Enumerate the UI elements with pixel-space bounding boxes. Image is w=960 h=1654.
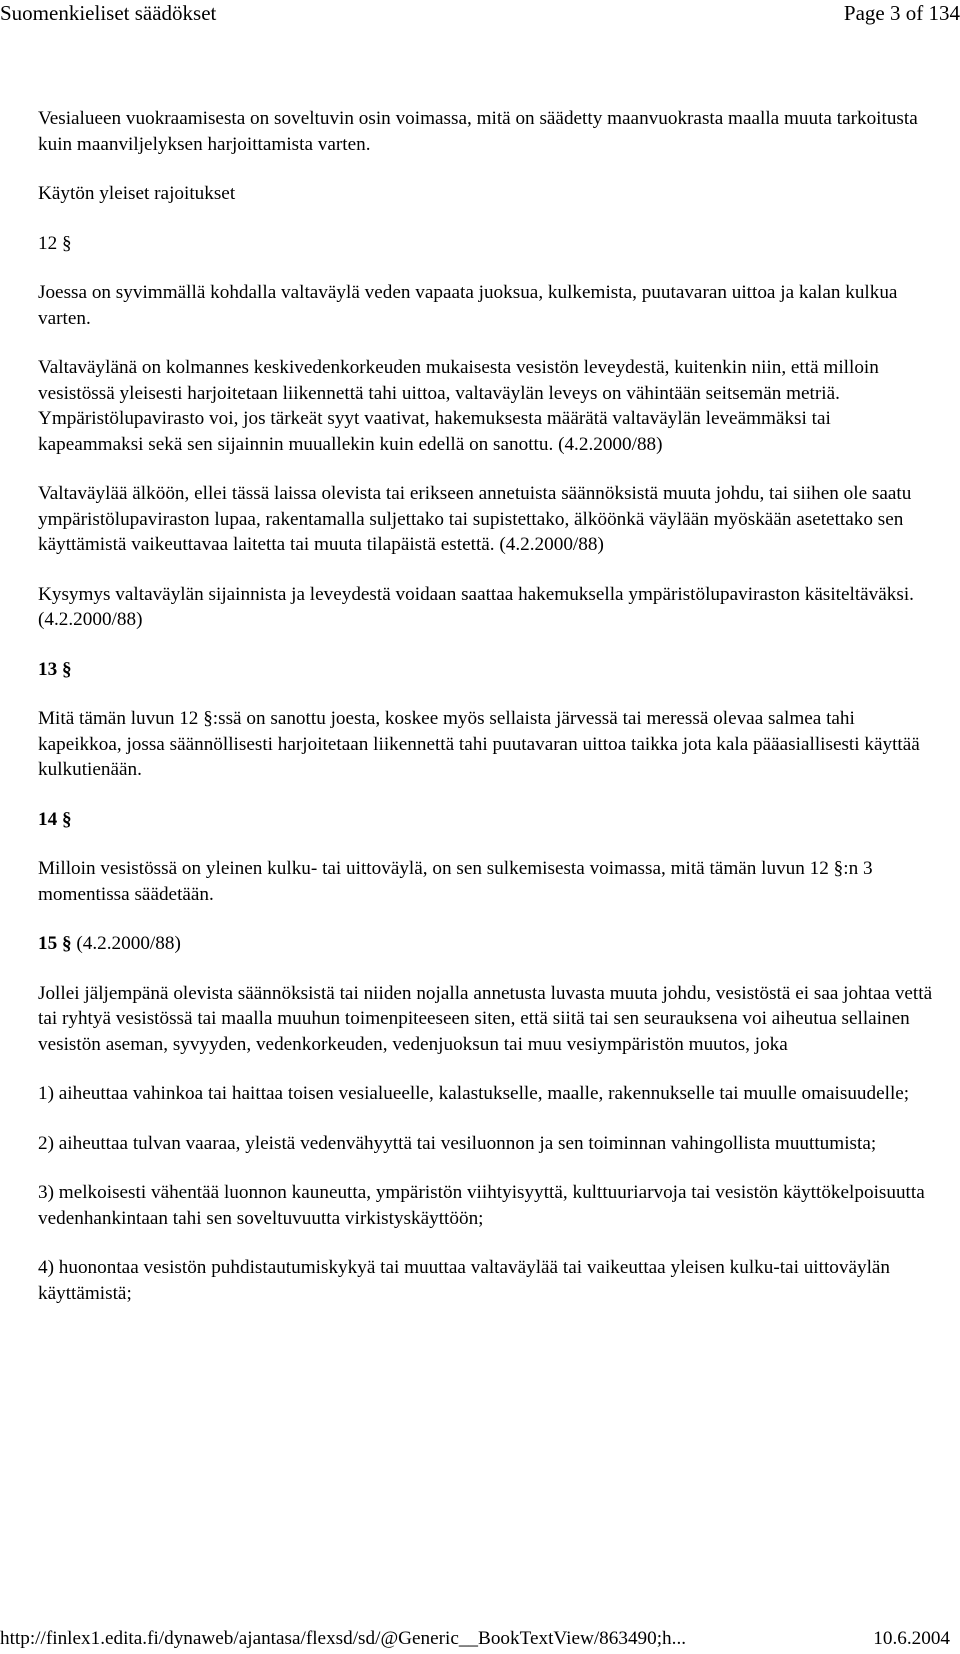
- paragraph-channel-width: Valtaväylänä on kolmannes keskivedenkorkeuden mukaisesta vesistön leveydestä, kuitenkin niin, että milloin vesistössä yleisesti harjoitetaan liikennettä tahi uittoa, valtaväylän leveys on vähintään seitsemän metriä. Ympäristölupavirasto voi, jos tärkeät syyt vaativat, hakemuksesta määrätä valtaväylän leveämmäksi tai kapeammaksi sekä sen sijainnin muuallekin kuin edellä on sanottu. (4.2.2000/88): [38, 357, 879, 455]
- list-item-3: 3) melkoisesti vähentää luonnon kauneutta, ympäristön viihtyisyyttä, kulttuuriarvoja tai vesistön käyttökelpoisuutta vedenhankintaan tahi sen soveltuvuutta virkistyskäyttöön;: [38, 1182, 925, 1229]
- paragraph-main-channel: Joessa on syvimmällä kohdalla valtaväylä veden vapaata juoksua, kulkemista, puutavaran uittoa ja kalan kulkua varten.: [38, 282, 898, 329]
- page-header: [0, 0, 960, 30]
- source-url: http://finlex1.edita.fi/dynaweb/ajantasa/flexsd/sd/@Generic__BookTextView/863490;h...: [0, 1628, 687, 1649]
- page-footer: [0, 1625, 960, 1653]
- section-12-heading: 12 §: [38, 232, 72, 254]
- paragraph-lease: Vesialueen vuokraamisesta on soveltuvin osin voimassa, mitä on säädetty maanvuokrasta maalla muuta tarkoitusta kuin maanviljelyksen harjoittamista varten.: [38, 108, 918, 155]
- paragraph-water-change: Jollei jäljempänä olevista säännöksistä tai niiden nojalla annetusta luvasta muuta johdu, vesistöstä ei saa johtaa vettä tai ryhtyä vesistössä tai maalla muuhun toimenpiteeseen siten, että siitä tai sen seurauksena voi aiheutua sellainen vesistön aseman, syvyyden, vedenkorkeuden, vedenjuoksun tai muu vesiympäristön muutos, joka: [38, 982, 933, 1055]
- list-item-2: 2) aiheuttaa tulvan vaaraa, yleistä vedenvähyyttä tai vesiluonnon ja sen toiminnan vahingollista muuttumista;: [38, 1132, 877, 1154]
- section-15-reference: (4.2.2000/88): [71, 933, 181, 954]
- list-item-4: 4) huonontaa vesistön puhdistautumiskykyä tai muuttaa valtaväylää tai vaikeuttaa yleisen kulku-tai uittoväylän käyttämistä;: [38, 1257, 891, 1304]
- section-15-number: 15 §: [38, 933, 72, 954]
- paragraph-strait: Mitä tämän luvun 12 §:ssä on sanottu joesta, koskee myös sellaista järvessä tai meressä olevaa salmea tahi kapeikkoa, jossa säännöllisesti harjoitetaan liikennettä tahi puutavaran uittoa taikka jota kala pääasiallisesti käyttää kulkutienään.: [38, 708, 920, 780]
- paragraph-public-route: Milloin vesistössä on yleinen kulku- tai uittoväylä, on sen sulkemisesta voimassa, mitä tämän luvun 12 §:n 3 momentissa säädetään.: [38, 858, 873, 905]
- page-number: Page 3 of 134: [843, 1, 960, 25]
- document-title: Suomenkieliset säädökset: [0, 1, 217, 25]
- list-item-1: 1) aiheuttaa vahinkoa tai haittaa toisen vesialueelle, kalastukselle, maalle, rakennukselle tai muulle omaisuudelle;: [38, 1083, 910, 1104]
- chapter-heading: Käytön yleiset rajoitukset: [38, 183, 236, 204]
- print-date: 10.6.2004: [873, 1628, 950, 1649]
- section-13-heading: 13 §: [38, 658, 72, 680]
- paragraph-channel-application: Kysymys valtaväylän sijainnista ja leveydestä voidaan saattaa hakemuksella ympäristölupaviraston käsiteltäväksi. (4.2.2000/88): [38, 583, 914, 630]
- section-15-heading: [38, 931, 938, 957]
- document-body: [38, 106, 938, 1330]
- paragraph-channel-obstruction: Valtaväylää älköön, ellei tässä laissa olevista tai erikseen annetuista säännöksistä muuta johdu, tai siihen ole saatu ympäristölupaviraston lupaa, rakentamalla suljettako tai supistettako, älköönkä väylään myöskään asetettako sen käyttämistä vaikeuttavaa laitetta tai muuta tilapäistä estettä. (4.2.2000/88): [38, 483, 912, 555]
- section-14-heading: 14 §: [38, 808, 72, 830]
